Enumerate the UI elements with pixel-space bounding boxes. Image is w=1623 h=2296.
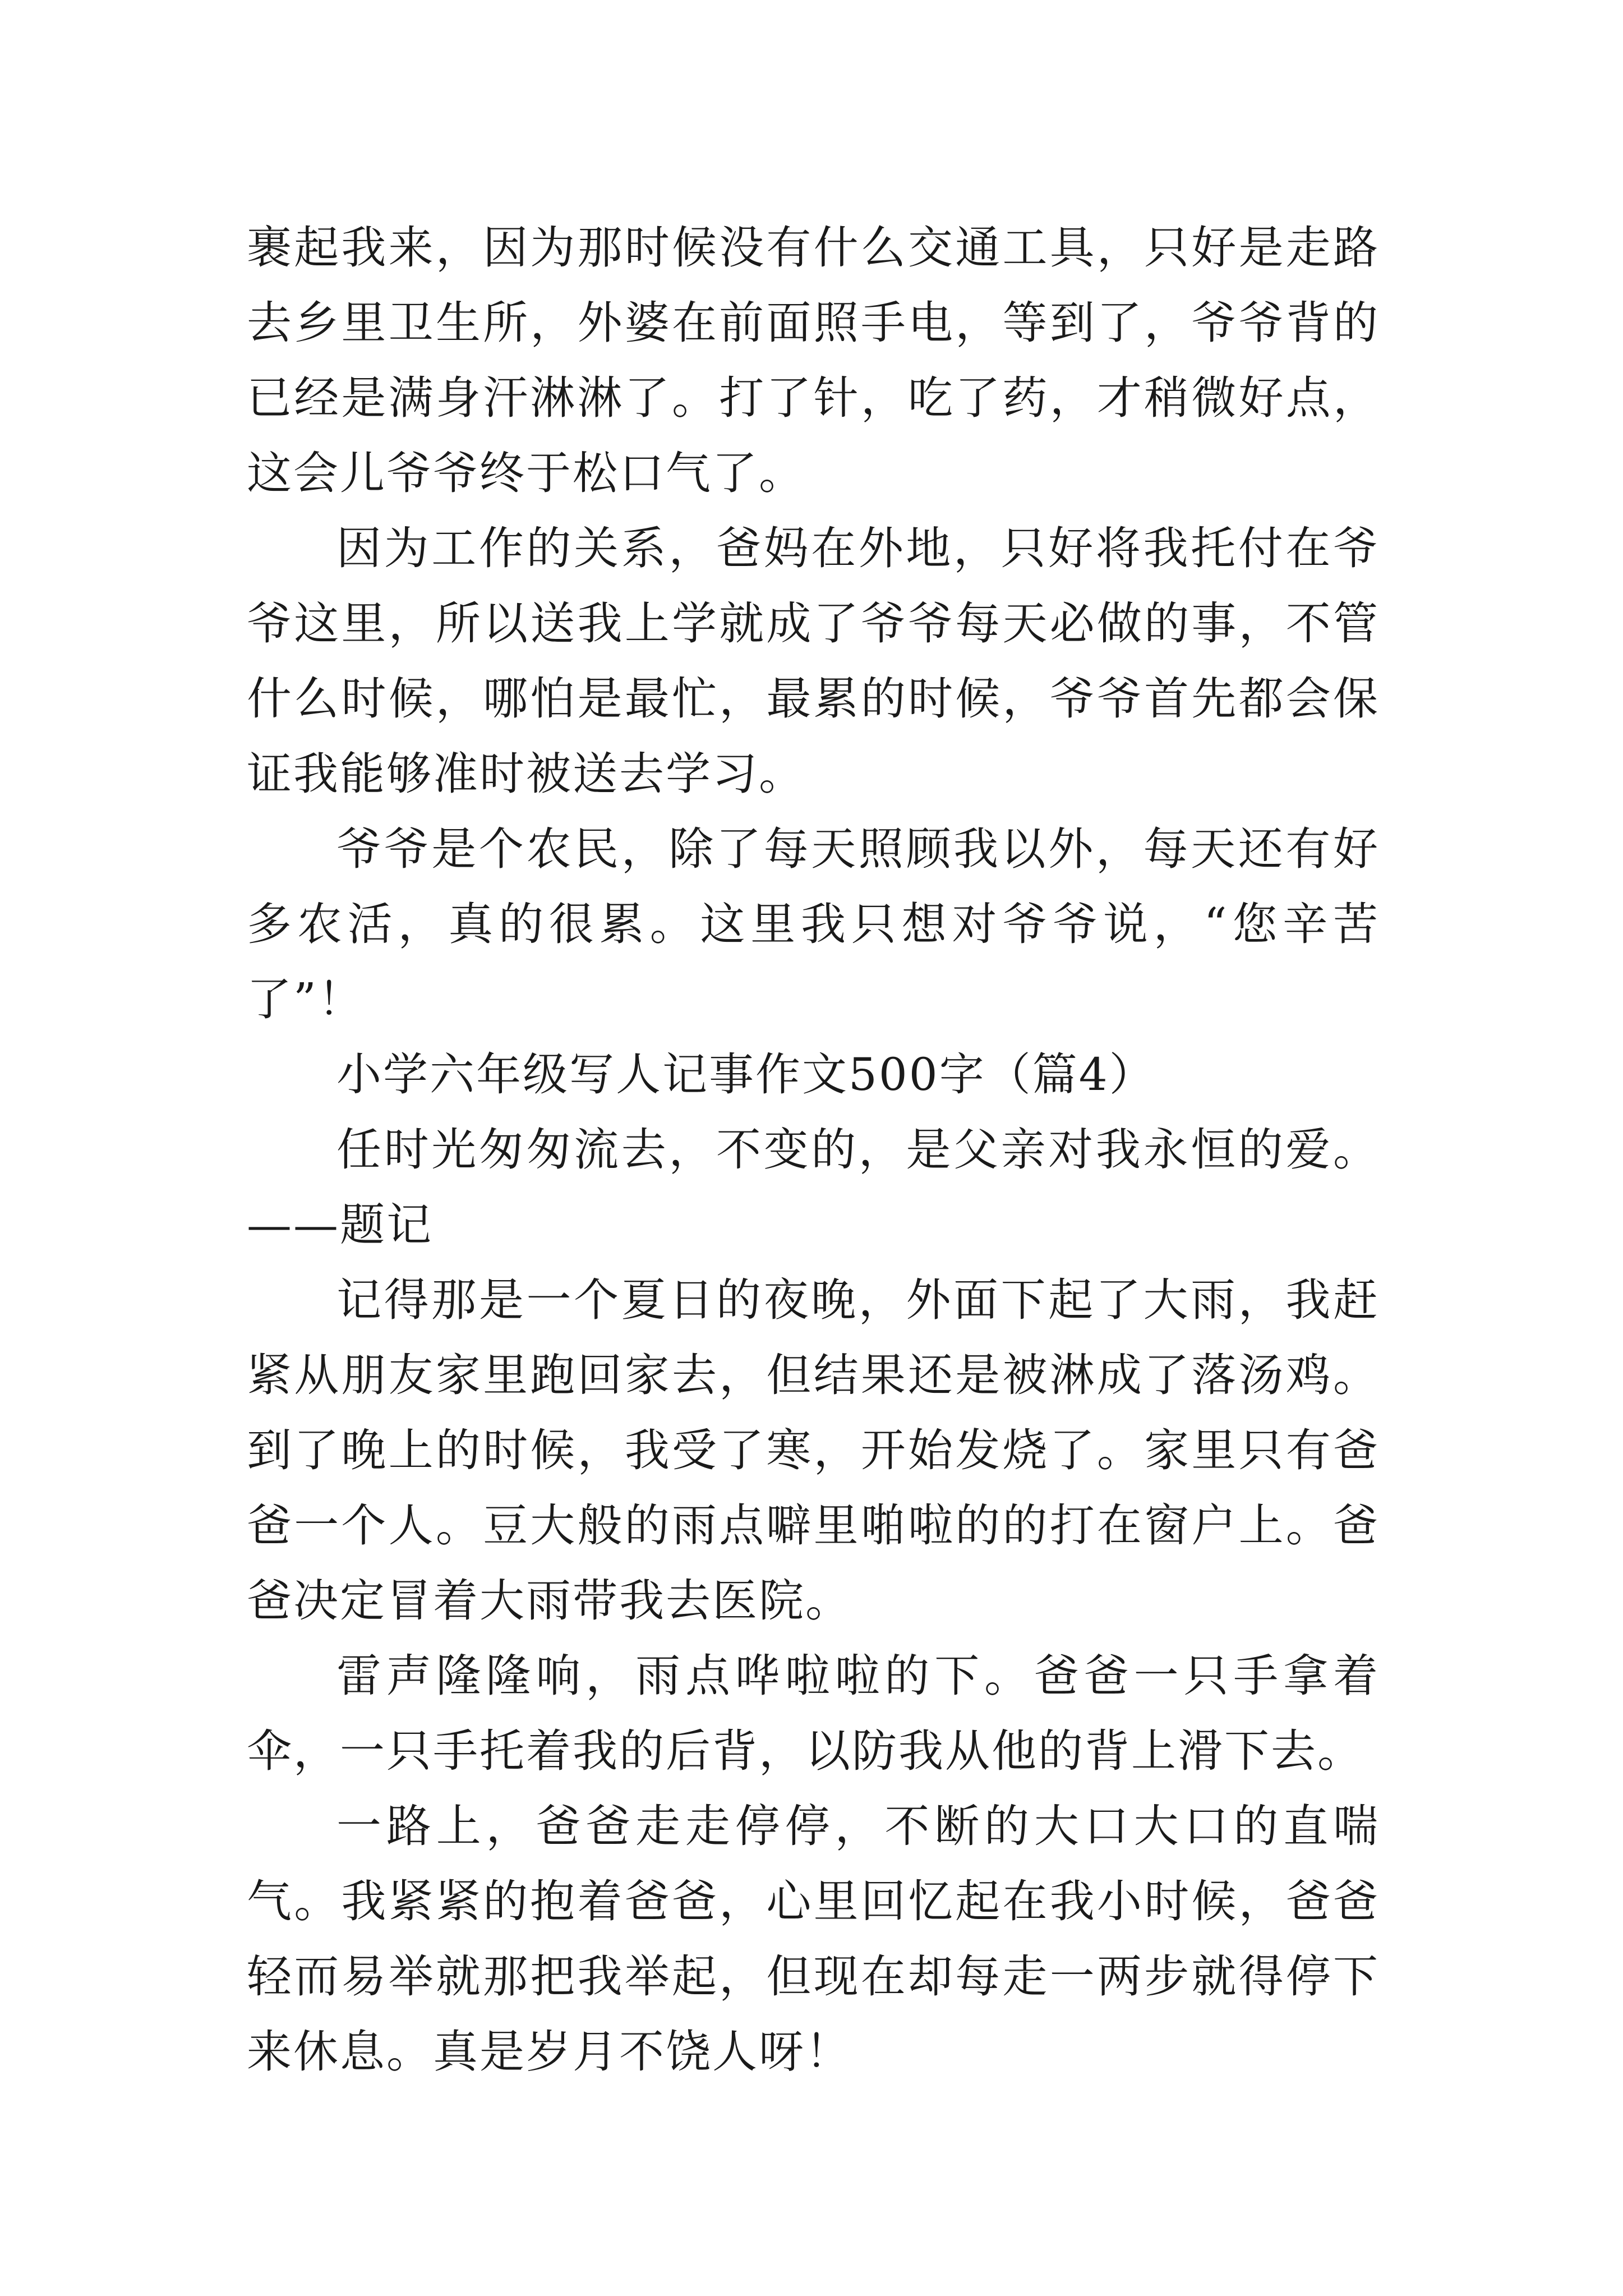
paragraph: 雷声隆隆响，雨点哗啦啦的下。爸爸一只手拿着伞，一只手托着我的后背，以防我从他的背上滑下去。 <box>247 1650 1380 1777</box>
paragraph: 因为工作的关系，爸妈在外地，只好将我托付在爷爷这里，所以送我上学就成了爷爷每天必做的事，不管什么时候，哪怕是最忙，最累的时候，爷爷首先都会保证我能够准时被送去学习。 <box>247 522 1380 800</box>
epigraph: 任时光匆匆流去，不变的，是父亲对我永恒的爱。——题记 <box>247 1124 1380 1251</box>
paragraph-continuation: 裹起我来，因为那时候没有什么交通工具，只好是走路去乡里卫生所，外婆在前面照手电，等到了，爷爷背的已经是满身汗淋淋了。打了针，吃了药，才稍微好点，这会儿爷爷终于松口气了。 <box>247 222 1380 499</box>
paragraph: 一路上，爸爸走走停停，不断的大口大口的直喘气。我紧紧的抱着爸爸，心里回忆起在我小时候，爸爸轻而易举就那把我举起，但现在却每走一两步就得停下来休息。真是岁月不饶人呀！ <box>247 1800 1380 2078</box>
paragraph: 记得那是一个夏日的夜晚，外面下起了大雨，我赶紧从朋友家里跑回家去，但结果还是被淋成了落汤鸡。到了晚上的时候，我受了寒，开始发烧了。家里只有爸爸一个人。豆大般的雨点噼里啪啦的的打在窗户上。爸爸决定冒着大雨带我去医院。 <box>247 1274 1380 1627</box>
document-body <box>247 210 1380 2090</box>
paragraph: 爷爷是个农民，除了每天照顾我以外，每天还有好多农活，真的很累。这里我只想对爷爷说，“您辛苦了”！ <box>247 823 1380 1025</box>
section-heading: 小学六年级写人记事作文500字（篇4） <box>336 1048 1156 1101</box>
